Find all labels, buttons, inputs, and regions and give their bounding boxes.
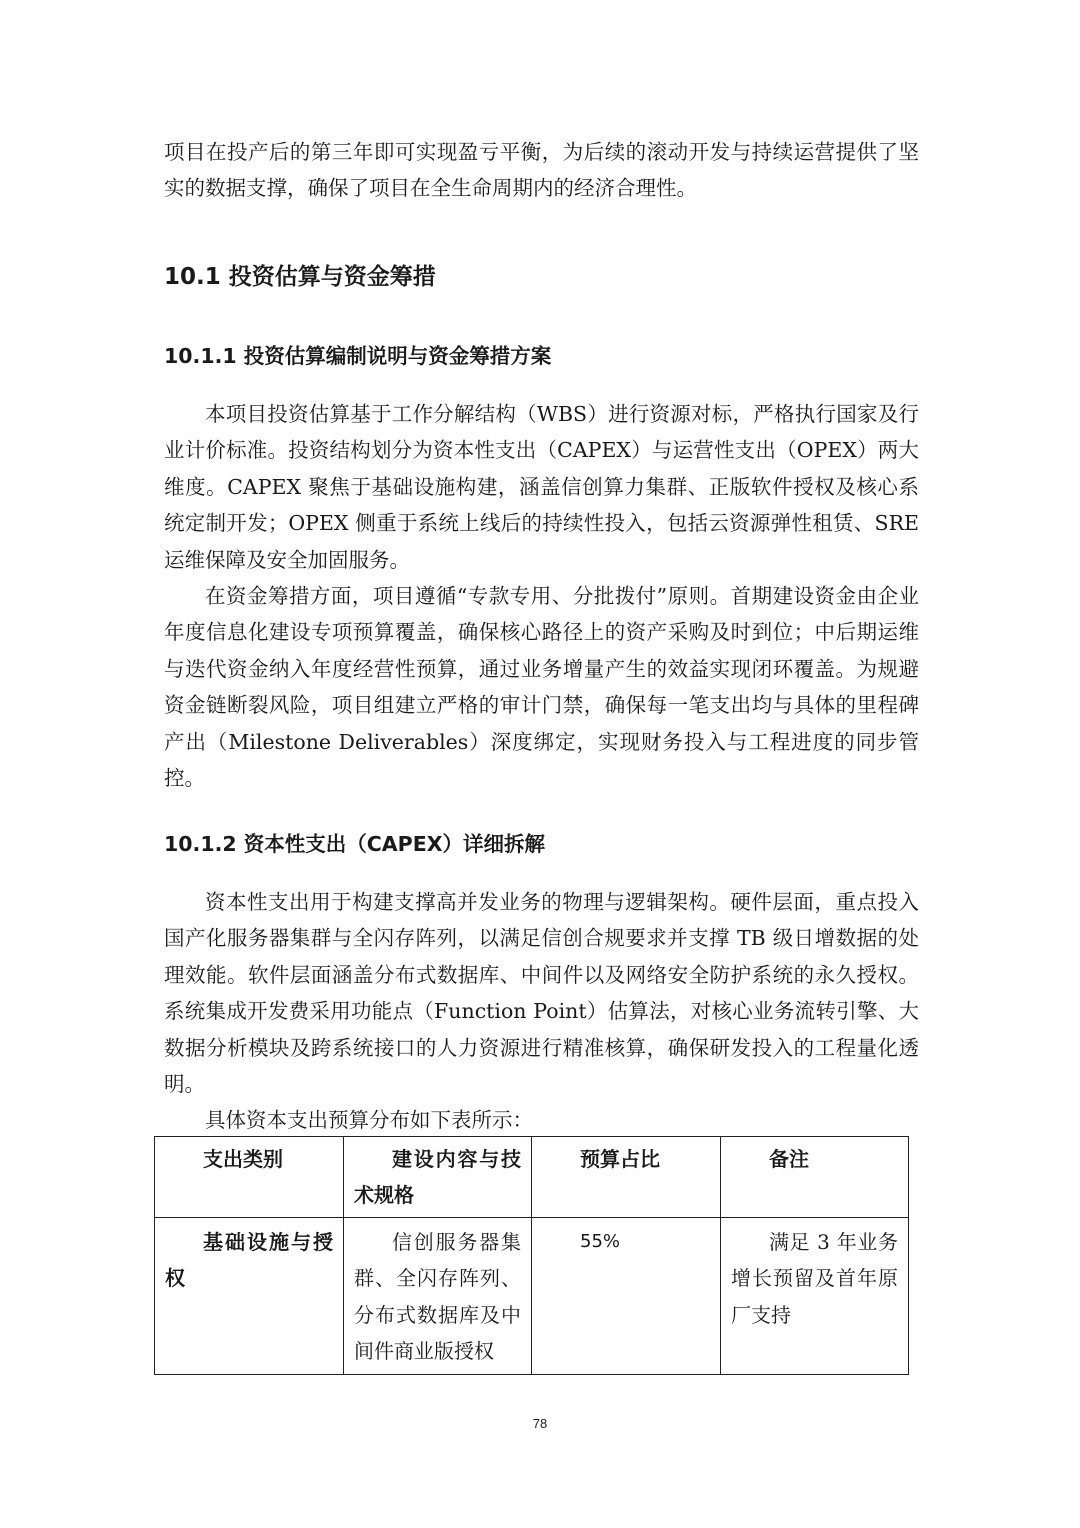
table-row xyxy=(155,1218,909,1375)
table-cell: 55% xyxy=(532,1218,721,1375)
table-caption: 具体资本支出预算分布如下表所示： xyxy=(205,1108,533,1132)
table-header-cell: 预算占比 xyxy=(532,1137,721,1218)
table-cell: 基础设施与授权 xyxy=(155,1218,344,1375)
intro-paragraph: 项目在投产后的第三年即可实现盈亏平衡，为后续的滚动开发与持续运营提供了坚实的数据支撑，确保了项目在全生命周期内的经济合理性。 xyxy=(164,140,919,201)
table-cell: 信创服务器集群、全闪存阵列、分布式数据库及中间件商业版授权 xyxy=(344,1218,532,1375)
body-paragraph: 在资金筹措方面，项目遵循“专款专用、分批拨付”原则。首期建设资金由企业年度信息化建设专项预算覆盖，确保核心路径上的资产采购及时到位；中后期运维与迭代资金纳入年度经营性预算，通过业务增量产生的效益实现闭环覆盖。为规避资金链断裂风险，项目组建立严格的审计门禁，确保每一笔支出均与具体的里程碑产出（Milestone Deliverables）深度绑定，实现财务投入与工程进度的同步管控。 xyxy=(164,584,919,791)
table-cell: 满足 3 年业务增长预留及首年原厂支持 xyxy=(721,1218,909,1375)
table-header-cell: 建设内容与技术规格 xyxy=(344,1137,532,1218)
table-header-cell: 支出类别 xyxy=(155,1137,344,1218)
table-header-cell: 备注 xyxy=(721,1137,909,1218)
subsection-title: 10.1.1 投资估算编制说明与资金筹措方案 xyxy=(164,344,552,368)
capex-budget-table xyxy=(154,1136,909,1375)
body-paragraph: 本项目投资估算基于工作分解结构（WBS）进行资源对标，严格执行国家及行业计价标准。投资结构划分为资本性支出（CAPEX）与运营性支出（OPEX）两大维度。CAPEX 聚焦于基础设施构建，涵盖信创算力集群、正版软件授权及核心系统定制开发；OPEX 侧重于系统上线后的持续性投入，包括云资源弹性租赁、SRE 运维保障及安全加固服务。 xyxy=(164,402,919,572)
section-title: 10.1 投资估算与资金筹措 xyxy=(164,264,436,290)
subsection-title: 10.1.2 资本性支出（CAPEX）详细拆解 xyxy=(164,832,546,856)
body-paragraph: 资本性支出用于构建支撑高并发业务的物理与逻辑架构。硬件层面，重点投入国产化服务器集群与全闪存阵列，以满足信创合规要求并支撑 TB 级日增数据的处理效能。软件层面涵盖分布式数据库、中间件以及网络安全防护系统的永久授权。系统集成开发费采用功能点（Function Point）估算法，对核心业务流转引擎、大数据分析模块及跨系统接口的人力资源进行精准核算，确保研发投入的工程量化透明。 xyxy=(164,890,919,1097)
table-header-row xyxy=(155,1137,909,1218)
page-number: 78 xyxy=(532,1416,548,1431)
